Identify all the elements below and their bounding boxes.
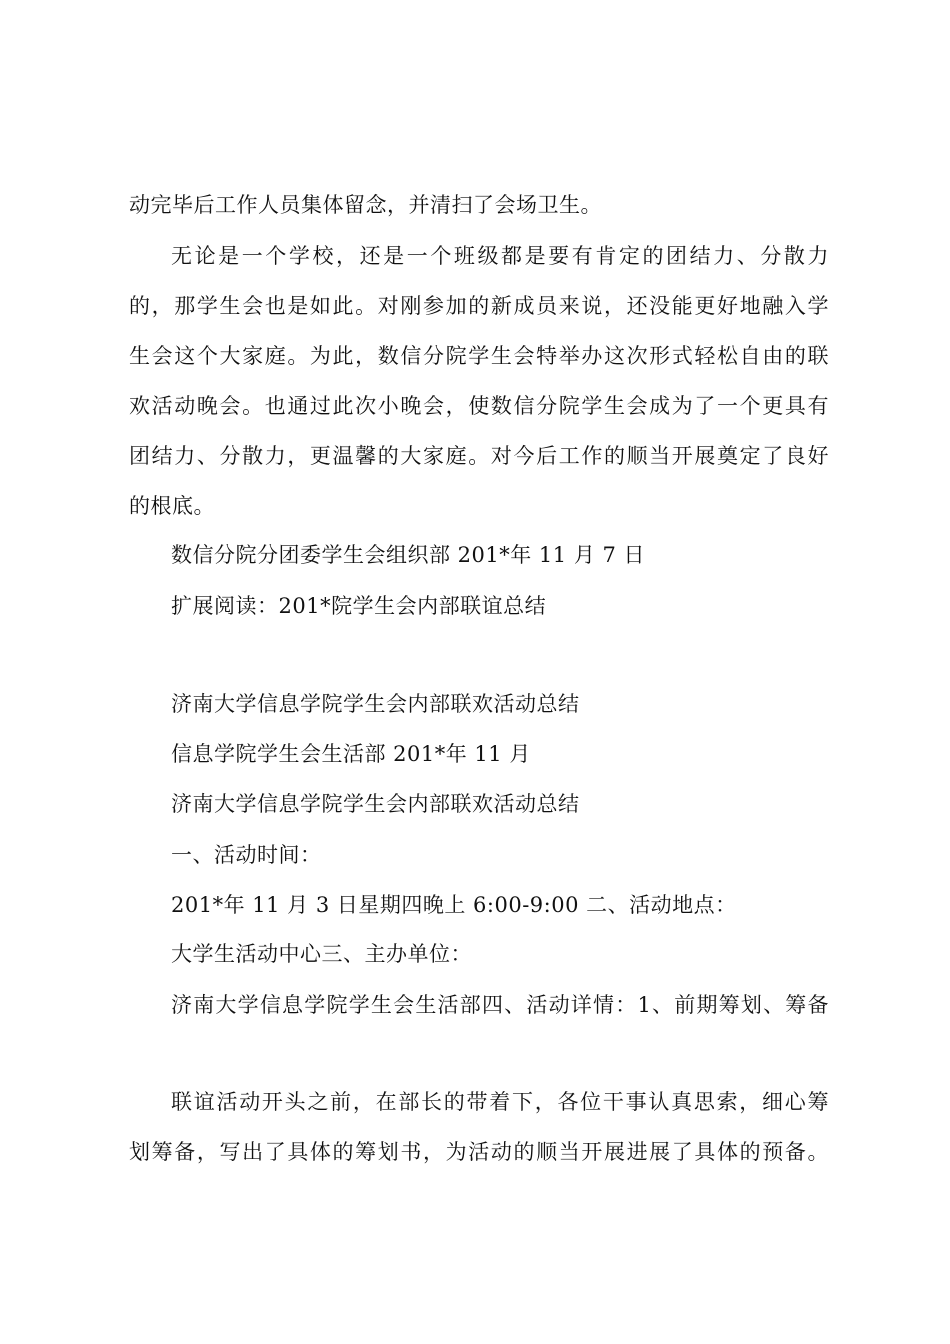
paragraph-line: 生会这个大家庭。为此，数信分院学生会特举办这次形式轻松自由的联 (129, 344, 829, 368)
extended-reading-line: 扩展阅读：201*院学生会内部联谊总结 (171, 594, 547, 618)
paragraph-line: 联谊活动开头之前，在部长的带着下，各位干事认真思索，细心筹 (171, 1090, 829, 1114)
paragraph-line: 划筹备，写出了具体的筹划书，为活动的顺当开展进展了具体的预备。 (129, 1140, 829, 1164)
signature-line: 数信分院分团委学生会组织部 201*年 11 月 7 日 (171, 543, 646, 567)
paragraph-line: 团结力、分散力，更温馨的大家庭。对今后工作的顺当开展奠定了良好 (129, 444, 829, 468)
paragraph-line: 济南大学信息学院学生会生活部四、活动详情：1、前期筹划、筹备 (171, 993, 829, 1017)
paragraph-line: 201*年 11 月 3 日星期四晚上 6:00-9:00 二、活动地点： (171, 893, 737, 917)
paragraph-line: 的，那学生会也是如此。对刚参加的新成员来说，还没能更好地融入学 (129, 294, 829, 318)
document-subtitle: 信息学院学生会生活部 201*年 11 月 (171, 742, 531, 766)
section-heading: 一、活动时间： (171, 843, 322, 867)
document-title: 济南大学信息学院学生会内部联欢活动总结 (171, 792, 580, 816)
paragraph-line: 动完毕后工作人员集体留念，并清扫了会场卫生。 (129, 193, 602, 217)
paragraph-line: 欢活动晚会。也通过此次小晚会，使数信分院学生会成为了一个更具有 (129, 394, 829, 418)
document-title: 济南大学信息学院学生会内部联欢活动总结 (171, 692, 580, 716)
paragraph-line: 无论是一个学校，还是一个班级都是要有肯定的团结力、分散力 (171, 244, 829, 268)
paragraph-line: 大学生活动中心三、主办单位： (171, 942, 472, 966)
paragraph-line: 的根底。 (129, 494, 215, 518)
